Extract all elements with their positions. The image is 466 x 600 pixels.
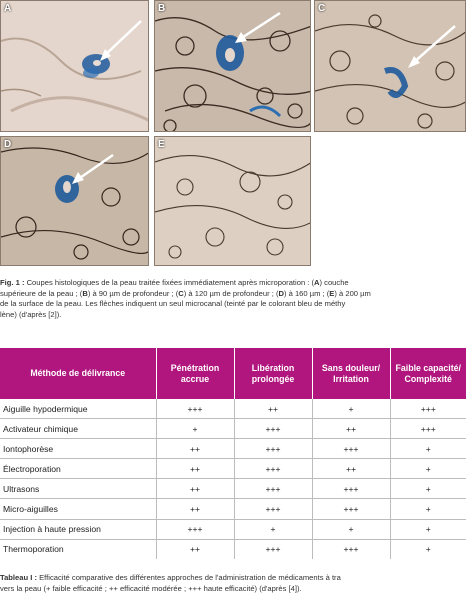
rating-cell: +++ (312, 439, 390, 459)
rating-cell: +++ (390, 419, 466, 439)
rating-cell: + (234, 519, 312, 539)
rating-cell: +++ (234, 419, 312, 439)
caption-text: ) à 160 µm ; ( (283, 288, 330, 298)
micrograph-panel-d (0, 136, 149, 266)
rating-cell: ++ (156, 439, 234, 459)
column-header: Pénétration accrue (156, 348, 234, 399)
column-header: Faible capacité/ Complexité (390, 348, 466, 399)
rating-cell: +++ (156, 399, 234, 419)
caption-text: D (278, 288, 284, 298)
rating-cell: +++ (312, 539, 390, 559)
panel-label-a: A (4, 3, 12, 14)
rating-cell: +++ (156, 519, 234, 539)
rating-cell: +++ (234, 539, 312, 559)
rating-cell: + (312, 399, 390, 419)
caption-line (0, 299, 466, 310)
caption-text: lène) (d'après [2]). (0, 309, 62, 319)
caption-text: Coupes histologiques de la peau traitée fixées immédiatement après microporation : ( (26, 278, 315, 287)
micrograph-a-image (1, 1, 149, 132)
table-header-row (0, 348, 466, 399)
micrograph-panel-e (154, 136, 311, 266)
caption-text: de la surface de la peau. Les flèches indiquent un seul microcanal (teinté par le colorant bleu de méthy (0, 299, 346, 309)
rating-cell: +++ (234, 459, 312, 479)
column-header: Libération prolongée (234, 348, 312, 399)
rating-cell: + (390, 479, 466, 499)
caption-text: C (178, 288, 184, 298)
caption-text: A (314, 278, 320, 287)
rating-cell: ++ (312, 419, 390, 439)
caption-text: Fig. 1 : (0, 278, 27, 287)
rating-cell: + (312, 519, 390, 539)
caption-line (0, 573, 466, 584)
table-row (0, 399, 466, 419)
panel-label-d: D (4, 139, 12, 150)
figure-caption (0, 278, 466, 320)
table-caption (0, 573, 466, 594)
rating-cell: +++ (312, 499, 390, 519)
method-name-cell: Aiguille hypodermique (0, 399, 156, 419)
caption-line (0, 310, 466, 321)
rating-cell: ++ (156, 459, 234, 479)
table-row (0, 519, 466, 539)
caption-text: ) couche (319, 278, 349, 287)
rating-cell: ++ (312, 459, 390, 479)
rating-cell: + (156, 419, 234, 439)
rating-cell: +++ (312, 479, 390, 499)
panel-label-c: C (318, 3, 326, 14)
rating-cell: + (390, 539, 466, 559)
table-row (0, 499, 466, 519)
rating-cell: + (390, 499, 466, 519)
method-name-cell: Micro-aiguilles (0, 499, 156, 519)
caption-text: vers la peau (+ faible efficacité ; ++ efficacité modérée ; +++ haute efficacité) (d'après [4]). (0, 583, 302, 593)
method-name-cell: Ultrasons (0, 479, 156, 499)
micrograph-d-image (1, 137, 149, 266)
caption-text: E (329, 288, 335, 298)
column-header: Méthode de délivrance (0, 348, 156, 399)
caption-text: B (82, 288, 88, 298)
micrograph-e-image (155, 137, 311, 266)
caption-text: ) à 90 µm de profondeur ; ( (87, 288, 179, 298)
rating-cell: ++ (234, 399, 312, 419)
caption-line (0, 278, 466, 289)
caption-text: Tableau I : (0, 573, 40, 582)
method-name-cell: Thermoporation (3, 544, 64, 555)
caption-line (0, 289, 466, 300)
caption-text: ) à 200 µm (334, 288, 371, 298)
method-name-cell: Injection à haute pression (0, 519, 156, 539)
rating-cell: + (390, 519, 466, 539)
table-row (0, 419, 466, 439)
caption-text: Efficacité comparative des différentes approches de l'administration de médicaments à tra (39, 573, 341, 582)
panel-label-e: E (158, 139, 165, 150)
caption-text: ) à 120 µm de profondeur ; ( (183, 288, 279, 298)
caption-text: supérieure de la peau ; ( (0, 288, 83, 298)
table-row (0, 539, 466, 559)
rating-cell: +++ (234, 479, 312, 499)
rating-cell: ++ (156, 499, 234, 519)
caption-line (0, 584, 466, 595)
rating-cell: +++ (390, 399, 466, 419)
method-name-cell: Activateur chimique (0, 419, 156, 439)
table-row (0, 459, 466, 479)
micrograph-b-image (155, 1, 311, 132)
micrograph-panel-b (154, 0, 311, 132)
panel-label-b: B (158, 3, 166, 14)
method-name-cell: Iontophorèse (0, 439, 156, 459)
rating-cell: +++ (234, 499, 312, 519)
micrograph-panel-c (314, 0, 466, 132)
table-row (0, 479, 466, 499)
micrograph-c-image (315, 1, 466, 132)
rating-cell: ++ (156, 539, 234, 559)
rating-cell: + (390, 459, 466, 479)
comparison-table (0, 348, 466, 559)
rating-cell: +++ (234, 439, 312, 459)
rating-cell: ++ (156, 479, 234, 499)
table-row (0, 439, 466, 459)
method-name-cell: Électroporation (0, 459, 156, 479)
column-header: Sans douleur/ Irritation (312, 348, 390, 399)
micrograph-panel-a (0, 0, 149, 132)
rating-cell: + (390, 439, 466, 459)
